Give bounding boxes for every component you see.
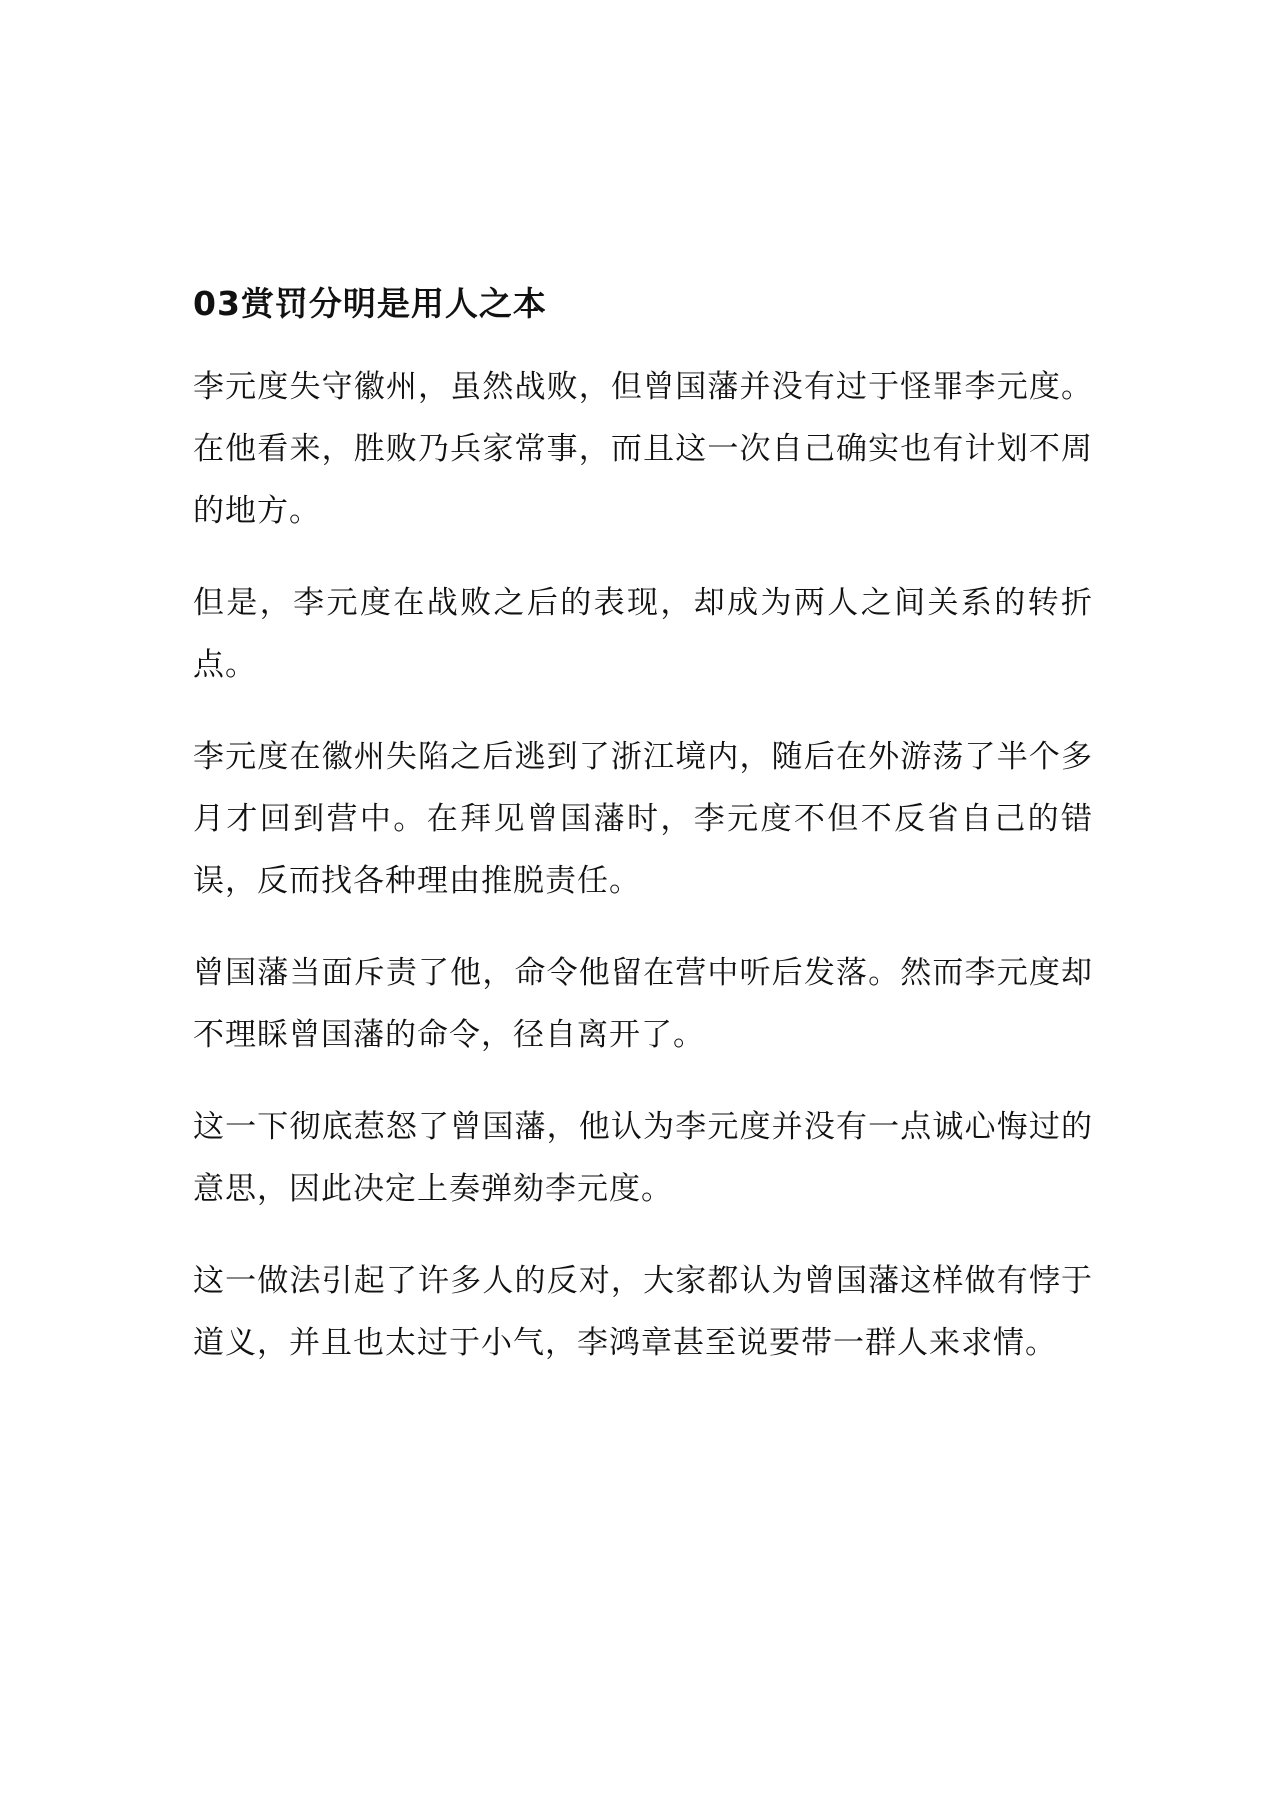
paragraph-1: 李元度失守徽州，虽然战败，但曾国藩并没有过于怪罪李元度。在他看来，胜败乃兵家常事，而且这一次自己确实也有计划不周的地方。: [193, 369, 1093, 529]
paragraph-4: 曾国藩当面斥责了他，命令他留在营中听后发落。然而李元度却不理睬曾国藩的命令，径自离开了。: [193, 955, 1093, 1053]
section-heading: 03赏罚分明是用人之本: [193, 284, 547, 323]
paragraph-2: 但是，李元度在战败之后的表现，却成为两人之间关系的转折点。: [193, 585, 1093, 683]
document-page: [193, 282, 1093, 1404]
paragraph-3: 李元度在徽州失陷之后逃到了浙江境内，随后在外游荡了半个多月才回到营中。在拜见曾国藩时，李元度不但不反省自己的错误，反而找各种理由推脱责任。: [193, 739, 1093, 899]
paragraph-6: 这一做法引起了许多人的反对，大家都认为曾国藩这样做有悖于道义，并且也太过于小气，李鸿章甚至说要带一群人来求情。: [193, 1263, 1093, 1361]
paragraph-5: 这一下彻底惹怒了曾国藩，他认为李元度并没有一点诚心悔过的意思，因此决定上奏弹劾李元度。: [193, 1109, 1093, 1207]
